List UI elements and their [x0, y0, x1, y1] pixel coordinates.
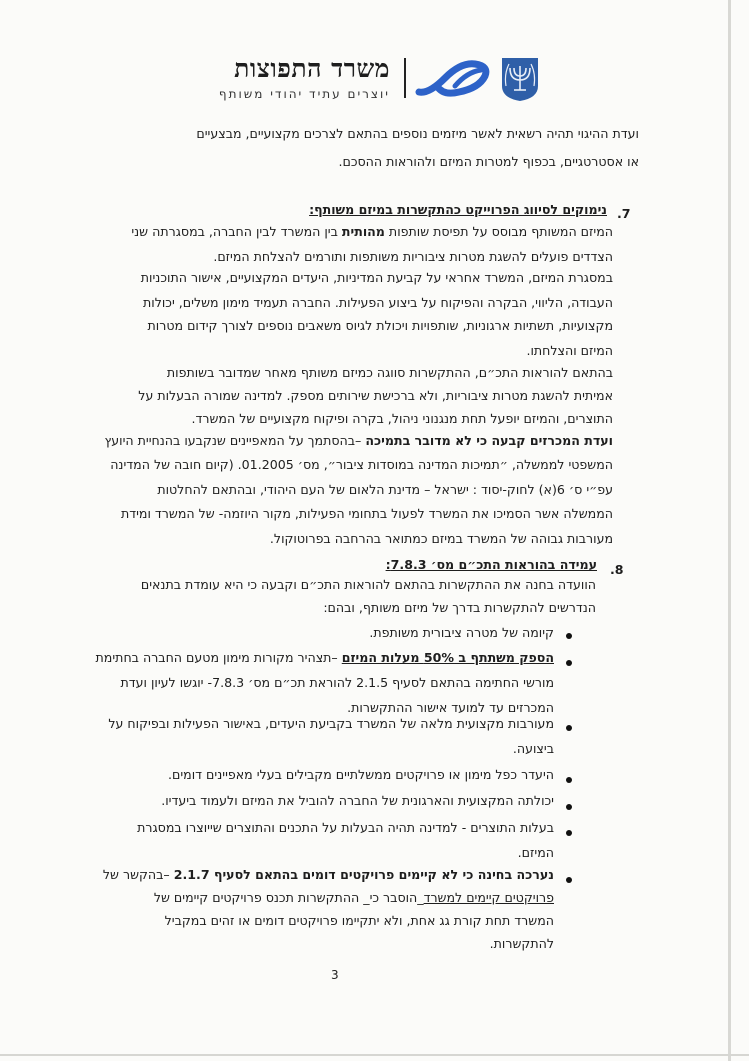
bullet-marker: [566, 633, 572, 639]
section-heading: נימוקים לסיווג הפרוייקט כהתקשרות במיזם משותף:: [309, 202, 607, 217]
ministry-logo-icon: [415, 56, 495, 101]
bullet-marker: [566, 877, 572, 883]
paragraph-line: אמיתית להשגת מטרות ציבוריות, ולא ברכישת שירותים מספק. למדינה שמורה הבעלות על: [138, 388, 613, 403]
paragraph-line: הצדדים פועלים להשגת מטרות ציבוריות משותפות ותורמים להצלחת המיזם.: [213, 249, 613, 264]
bullet-marker: [566, 804, 572, 810]
paragraph-line: המיזם המשותף מבוסס על תפיסת שותפות מהותית בין המשרד לבין החברה, במסגרתה שני: [131, 224, 613, 239]
header-divider: [404, 58, 406, 98]
paragraph-line: הנדרשים להתקשרות בדרך של מיזם משותף, ובהם:: [323, 600, 596, 615]
paragraph-line: בהתאם להוראות התכ״ם, ההתקשרות סווגה כמיזם משותף מאחר שמדובר בשותפות: [166, 365, 613, 380]
paragraph-line: העבודה, הליווי, הבקרה והפיקוח על ביצוע הפעילות. החברה תעמיד מימון משלים, יכולות: [143, 295, 613, 310]
bullet-item: המשרד תחת קורת גג אחת, ולא יתקיימו פרויקטים דומים או זהים במקביל: [164, 913, 554, 928]
ministry-tagline: יוצרים עתיד יהודי משותף: [218, 87, 390, 101]
bullet-item: נערכה בחינה כי לא קיימים פרויקטים דומים בהתאם לסעיף 2.1.7 –בהקשר של: [102, 867, 554, 882]
page-edge: [0, 1054, 749, 1056]
paragraph-line: במסגרת המיזם, המשרד אחראי על קביעת המדיניות, היעדים המקצועיים, אישור התוכניות: [140, 270, 613, 285]
bullet-item: יכולתה המקצועית והארגונית של החברה להוביל את המיזם ולעמוד ביעדיו.: [161, 793, 554, 808]
bullet-item: המיזם.: [517, 845, 554, 860]
bullet-item: מורשי החתימה בהתאם לסעיף 2.1.5 להוראת תכ״ם מס׳ 7.8.3- יוגשו לעיון ועדת: [120, 675, 554, 690]
page-edge: [728, 0, 731, 1061]
paragraph-line: התוצרים, והמיזם יופעל תחת מנגנוני ניהול, בקרה ופיקוח מקצועיים של המשרד.: [191, 411, 613, 426]
bullet-marker: [566, 830, 572, 836]
section-number: 8.: [610, 562, 624, 577]
intro-line: ועדת ההיגוי תהיה רשאית לאשר מיזמים נוספים בהתאם לצרכים מקצועיים, מבצעיים: [196, 126, 639, 141]
paragraph-line: מקצועיות, תשתיות ארגוניות, שותפויות ויכולת לגיוס משאבים נוספים לצורך קידום מטרות: [147, 318, 613, 333]
paragraph-line: המשפטי לממשלה, ״תמיכות המדינה במוסדות ציבור״, מס׳ 01.2005. (קיום חובה של המדינה: [110, 457, 613, 472]
bullet-item: ביצועה.: [512, 741, 554, 756]
paragraph-line: הממשלה אשר הסמיכו את המשרד לפעול בתחומי הפעילות, מקור היוזמה- של המשרד ומידת: [120, 506, 613, 521]
paragraph-line: עפ״י ס׳ 6(א) לחוק-יסוד : ישראל – מדינת הלאום של העם היהודי, ובהתאם להחלטות: [157, 482, 613, 497]
bullet-marker: [566, 660, 572, 666]
ministry-name: משרד התפוצות: [234, 54, 390, 83]
bullet-marker: [566, 777, 572, 783]
paragraph-line: מעורבות גבוהה של המשרד במיזם כמתואר בהרחבה בפרוטוקול.: [269, 531, 613, 546]
page-number: 3: [331, 968, 339, 982]
intro-line: או אסטרטגיים, בכפוף למטרות המיזם ולהוראות ההסכם.: [338, 154, 639, 169]
section-number: 7.: [617, 206, 631, 221]
section-heading: עמידה בהוראות התכ״ם מס׳ 7.8.3:: [385, 557, 597, 572]
bullet-item: הספק משתתף ב 50% מעלות המיזם –תצהיר מקורות מימון מטעם החברה בחתימת: [95, 650, 554, 665]
letterhead: [200, 50, 550, 110]
bullet-item: להתקשרות.: [489, 936, 554, 951]
bullet-item: המכרזים עד למועד אישור ההתקשרות.: [347, 700, 554, 715]
bullet-item: פרויקטים קיימים למשרד_הוסבר כי_ ההתקשרות תכנס פרויקטים קיימים של: [153, 890, 554, 905]
bullet-marker: [566, 725, 572, 731]
bullet-item: היעדר כפל מימון או פרויקטים ממשלתיים מקבילים בעלי מאפיינים דומים.: [168, 767, 554, 782]
paragraph-line: הוועדה בחנה את ההתקשרות בהתאם להוראות התכ״ם וקבעה כי היא עומדת בתנאים: [140, 577, 596, 592]
paragraph-line: ועדת המכרזים קבעה כי לא מדובר בתמיכה –בהסתמך על המאפיינים שנקבעו בהנחיית היועץ: [104, 433, 613, 448]
bullet-item: מעורבות מקצועית מלאה של המשרד בקביעת היעדים, באישור הפעילות ובפיקוח על: [108, 716, 554, 731]
state-emblem-icon: [500, 56, 540, 102]
bullet-item: קיומה של מטרה ציבורית משותפת.: [369, 625, 554, 640]
paragraph-line: המיזם והצלחתו.: [526, 343, 613, 358]
bullet-item: בעלות התוצרים - למדינה תהיה הבעלות על התכנים והתוצרים שייוצרו במסגרת: [137, 820, 554, 835]
